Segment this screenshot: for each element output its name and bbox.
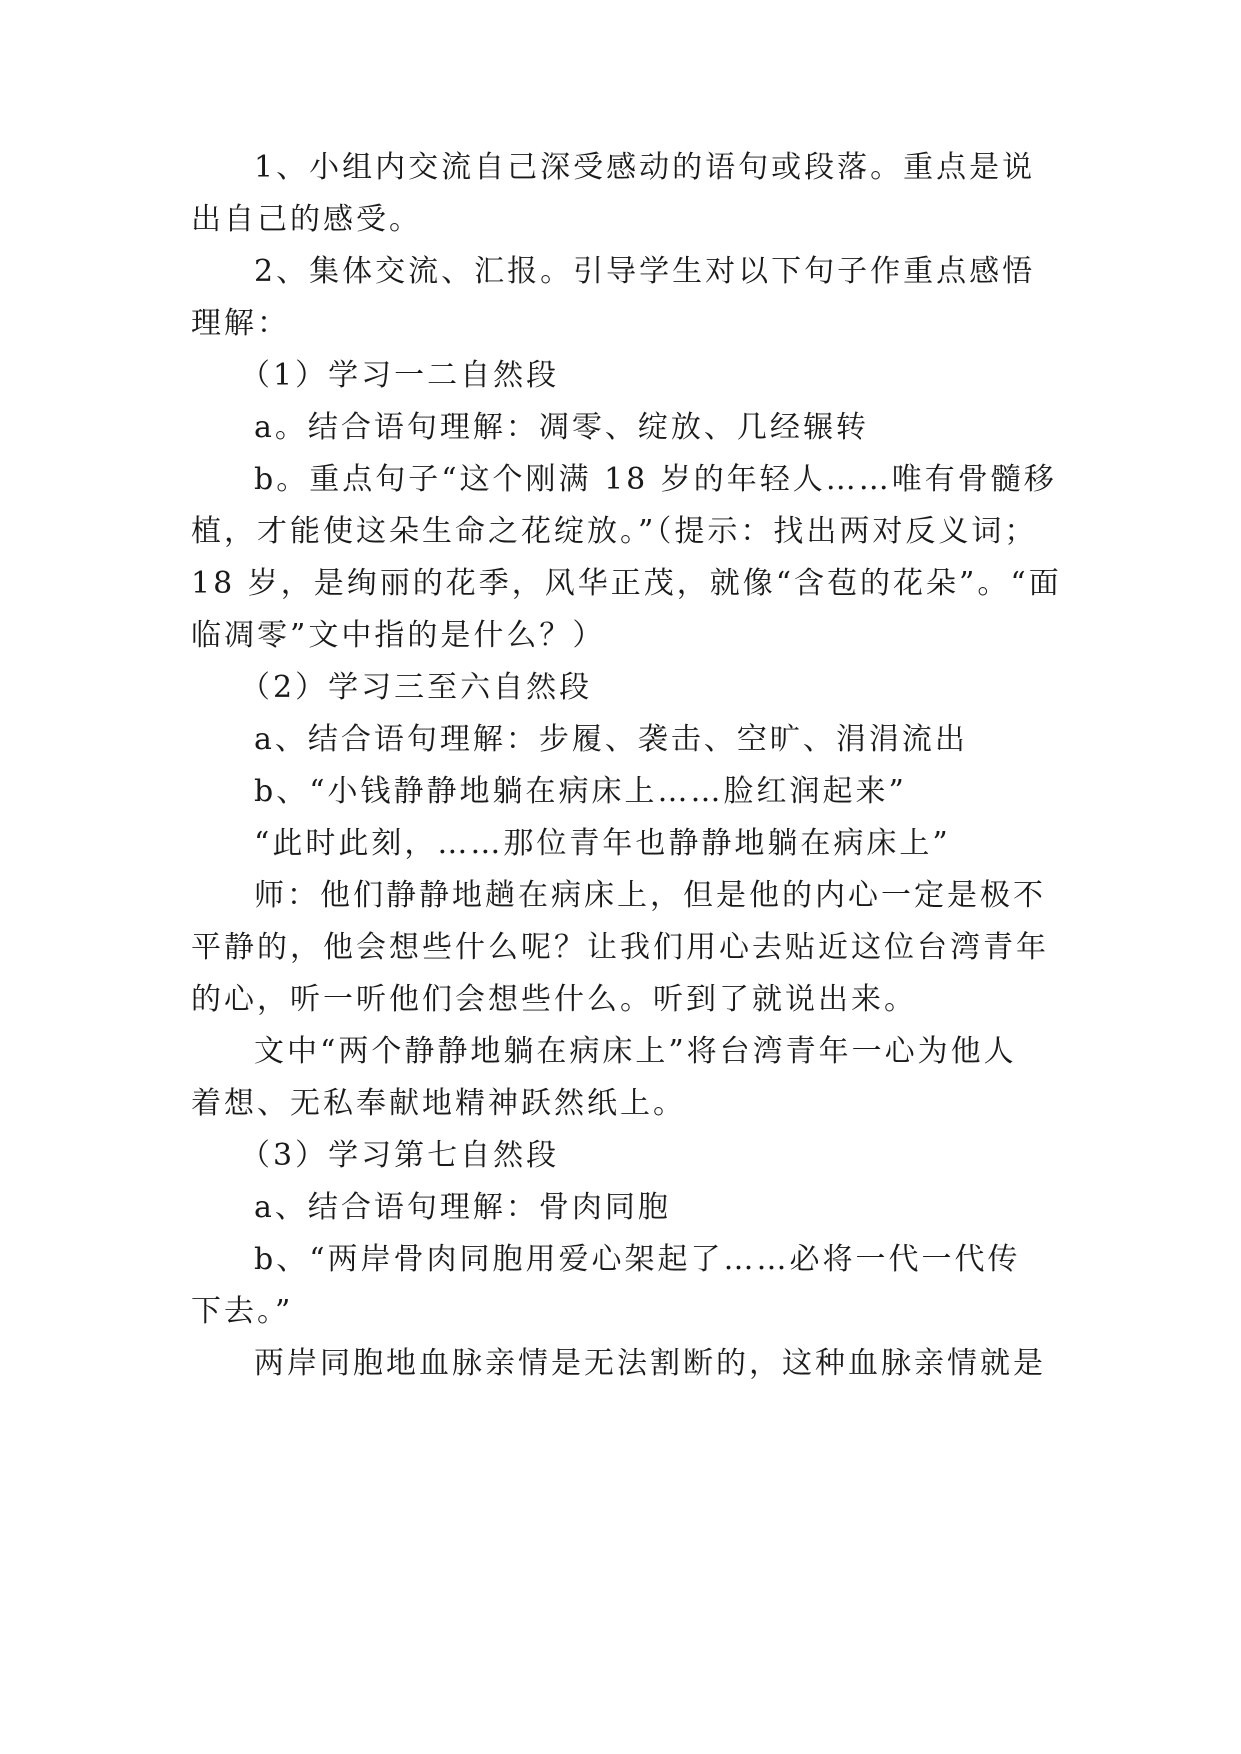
text-line: 平静的，他会想些什么呢？让我们用心去贴近这位台湾青年 — [191, 930, 1049, 965]
text-line: 两岸同胞地血脉亲情是无法割断的，这种血脉亲情就是 — [254, 1346, 1046, 1381]
text-line: 理解： — [191, 306, 290, 341]
text-line: 18 岁，是绚丽的花季，风华正茂，就像“含苞的花朵”。“面 — [191, 566, 1062, 601]
text-line: “此时此刻，……那位青年也静静地躺在病床上” — [254, 826, 951, 861]
text-line: 出自己的感受。 — [191, 202, 422, 237]
text-line: 植，才能使这朵生命之花绽放。”（提示：找出两对反义词； — [191, 514, 1038, 549]
text-line: 下去。” — [191, 1294, 294, 1329]
section-heading: （1）学习一二自然段 — [240, 358, 560, 393]
section-heading: （2）学习三至六自然段 — [240, 670, 593, 705]
text-line: b、“两岸骨肉同胞用爱心架起了……必将一代一代传 — [254, 1242, 1021, 1277]
text-line: b、“小钱静静地躺在病床上……脸红润起来” — [254, 774, 907, 809]
text-line: a。结合语句理解：凋零、绽放、几经辗转 — [254, 410, 869, 445]
text-line: 1、小组内交流自己深受感动的语句或段落。重点是说 — [254, 150, 1036, 185]
text-line: 的心，听一听他们会想些什么。听到了就说出来。 — [191, 982, 917, 1017]
text-line: a、结合语句理解：骨肉同胞 — [254, 1190, 671, 1225]
text-line: 临凋零”文中指的是什么？） — [191, 618, 606, 653]
text-line: a、结合语句理解：步履、袭击、空旷、涓涓流出 — [254, 722, 968, 757]
section-heading: （3）学习第七自然段 — [240, 1138, 560, 1173]
text-line: 文中“两个静静地躺在病床上”将台湾青年一心为他人 — [254, 1034, 1017, 1069]
text-line: 师：他们静静地趟在病床上，但是他的内心一定是极不 — [254, 878, 1046, 913]
text-line: 2、集体交流、汇报。引导学生对以下句子作重点感悟 — [254, 254, 1036, 289]
text-line: 着想、无私奉献地精神跃然纸上。 — [191, 1086, 686, 1121]
text-line: b。重点句子“这个刚满 18 岁的年轻人……唯有骨髓移 — [254, 462, 1057, 497]
